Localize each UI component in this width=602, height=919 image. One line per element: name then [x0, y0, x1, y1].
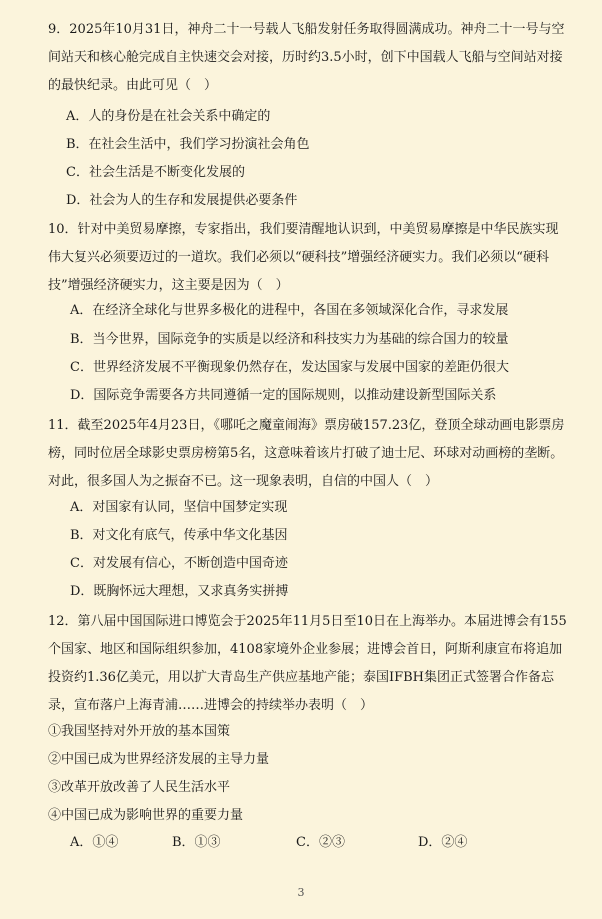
question-9-option-b: B．在社会生活中，我们学习扮演社会角色	[66, 137, 310, 152]
question-10-text: 10．针对中美贸易摩擦，专家指出，我们要清醒地认识到，中美贸易摩擦是中华民族实现伟大复兴必须要迈过的一道坎。我们必须以“硬科技”增强经济硬实力。我们必须以“硬科技”增强经济硬实力，这主要是因为（ ）	[48, 222, 559, 293]
question-12-statement-3: ③改革开放改善了人民生活水平	[48, 780, 231, 795]
question-10-stem	[48, 216, 568, 300]
question-9-option-c: C．社会生活是不断变化发展的	[66, 165, 245, 180]
question-12-statement-1: ①我国坚持对外开放的基本国策	[48, 724, 231, 739]
question-11-option-c: C．对发展有信心，不断创造中国奇迹	[70, 556, 288, 571]
question-12-option-b: B．①③	[172, 835, 221, 850]
question-9-stem	[48, 16, 568, 100]
question-12-option-c: C．②③	[296, 835, 345, 850]
question-11-option-a: A．对国家有认同，坚信中国梦定实现	[70, 500, 288, 515]
question-12-statement-2: ②中国已成为世界经济发展的主导力量	[48, 752, 270, 767]
question-12-stem	[48, 608, 568, 720]
question-12-text: 12．第八届中国国际进口博览会于2025年11月5日至10日在上海举办。本届进博会有155个国家、地区和国际组织参加，4108家境外企业参展；进博会首日，阿斯利康宣布将追加投资约1.36亿美元，用以扩大青岛生产供应基地产能；泰国IFBH集团正式签署合作备忘录，宣布落户上海青浦……进博会的持续举办表明（ ）	[48, 614, 567, 713]
question-12-option-d: D．②④	[418, 835, 468, 850]
question-12-statement-4: ④中国已成为影响世界的重要力量	[48, 808, 244, 823]
question-9-option-d: D．社会为人的生存和发展提供必要条件	[66, 193, 298, 208]
question-10-option-c: C．世界经济发展不平衡现象仍然存在，发达国家与发展中国家的差距仍很大	[70, 360, 509, 375]
question-12-option-a: A．①④	[70, 835, 119, 850]
question-11-text: 11．截至2025年4月23日，《哪吒之魔童闹海》票房破157.23亿，登顶全球动画电影票房榜，同时位居全球影史票房榜第5名，这意味着该片打破了迪士尼、环球对动画榜的垄断。对此，很多国人为之振奋不已。这一现象表明，自信的中国人（ ）	[48, 418, 565, 489]
page-number: 3	[297, 886, 305, 899]
question-11-option-d: D．既胸怀远大理想，又求真务实拼搏	[70, 584, 289, 599]
question-9-option-a: A．人的身份是在社会关系中确定的	[66, 109, 271, 124]
question-11-stem	[48, 412, 568, 496]
question-10-option-a: A．在经济全球化与世界多极化的进程中，各国在多领域深化合作，寻求发展	[70, 303, 509, 318]
question-10-option-b: B．当今世界，国际竞争的实质是以经济和科技实力为基础的综合国力的较量	[70, 332, 509, 347]
question-10-option-d: D．国际竞争需要各方共同遵循一定的国际规则，以推动建设新型国际关系	[70, 388, 497, 403]
question-9-text: 9．2025年10月31日，神舟二十一号载人飞船发射任务取得圆满成功。神舟二十一号与空间站天和核心舱完成自主快速交会对接，历时约3.5小时，创下中国载人飞船与空间站对接的最快纪录。由此可见（ ）	[48, 22, 565, 93]
question-11-option-b: B．对文化有底气，传承中华文化基因	[70, 528, 288, 543]
